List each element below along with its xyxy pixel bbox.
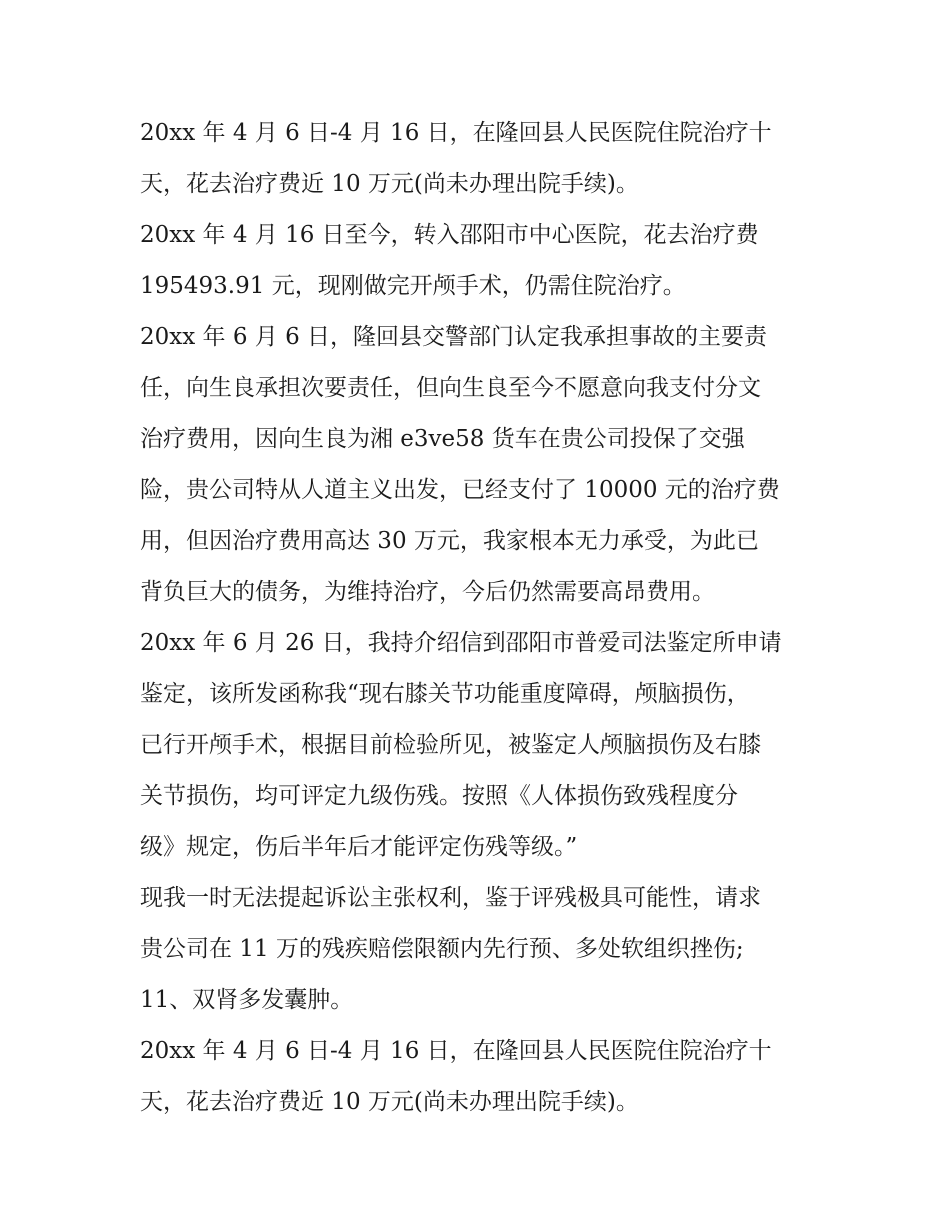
text-line: 20xx 年 4 月 16 日至今，转入邵阳市中心医院，花去治疗费 — [140, 222, 759, 248]
text-line: 用，但因治疗费用高达 30 万元，我家根本无力承受，为此已 — [140, 528, 759, 554]
text-line: 11、双肾多发囊肿。 — [140, 987, 354, 1013]
text-line: 已行开颅手术，根据目前检验所见，被鉴定人颅脑损伤及右膝 — [140, 732, 761, 758]
text-line: 治疗费用，因向生良为湘 e3ve58 货车在贵公司投保了交强 — [140, 426, 745, 452]
text-line: 现我一时无法提起诉讼主张权利，鉴于评残极具可能性，请求 — [140, 885, 761, 911]
text-line: 背负巨大的债务，为维持治疗，今后仍然需要高昂费用。 — [140, 579, 715, 605]
text-line: 关节损伤，均可评定九级伤残。按照《人体损伤致残程度分 — [140, 783, 738, 809]
text-line: 级》规定，伤后半年后才能评定伤残等级。” — [140, 834, 578, 860]
text-line: 20xx 年 4 月 6 日-4 月 16 日，在隆回县人民医院住院治疗十 — [140, 120, 772, 146]
text-line: 20xx 年 6 月 26 日，我持介绍信到邵阳市普爱司法鉴定所申请 — [140, 630, 782, 656]
text-line: 天，花去治疗费近 10 万元(尚未办理出院手续)。 — [140, 171, 639, 197]
text-line: 20xx 年 6 月 6 日，隆回县交警部门认定我承担事故的主要责 — [140, 324, 768, 350]
document-body — [140, 108, 830, 1128]
text-line: 贵公司在 11 万的残疾赔偿限额内先行预、多处软组织挫伤; — [140, 936, 744, 962]
text-line: 195493.91 元，现刚做完开颅手术，仍需住院治疗。 — [140, 273, 686, 299]
text-line: 天，花去治疗费近 10 万元(尚未办理出院手续)。 — [140, 1089, 639, 1115]
text-line: 20xx 年 4 月 6 日-4 月 16 日，在隆回县人民医院住院治疗十 — [140, 1038, 772, 1064]
text-line: 任，向生良承担次要责任，但向生良至今不愿意向我支付分文 — [140, 375, 761, 401]
text-line: 险，贵公司特从人道主义出发，已经支付了 10000 元的治疗费 — [140, 477, 780, 503]
text-line: 鉴定，该所发函称我“现右膝关节功能重度障碍，颅脑损伤， — [140, 681, 750, 707]
